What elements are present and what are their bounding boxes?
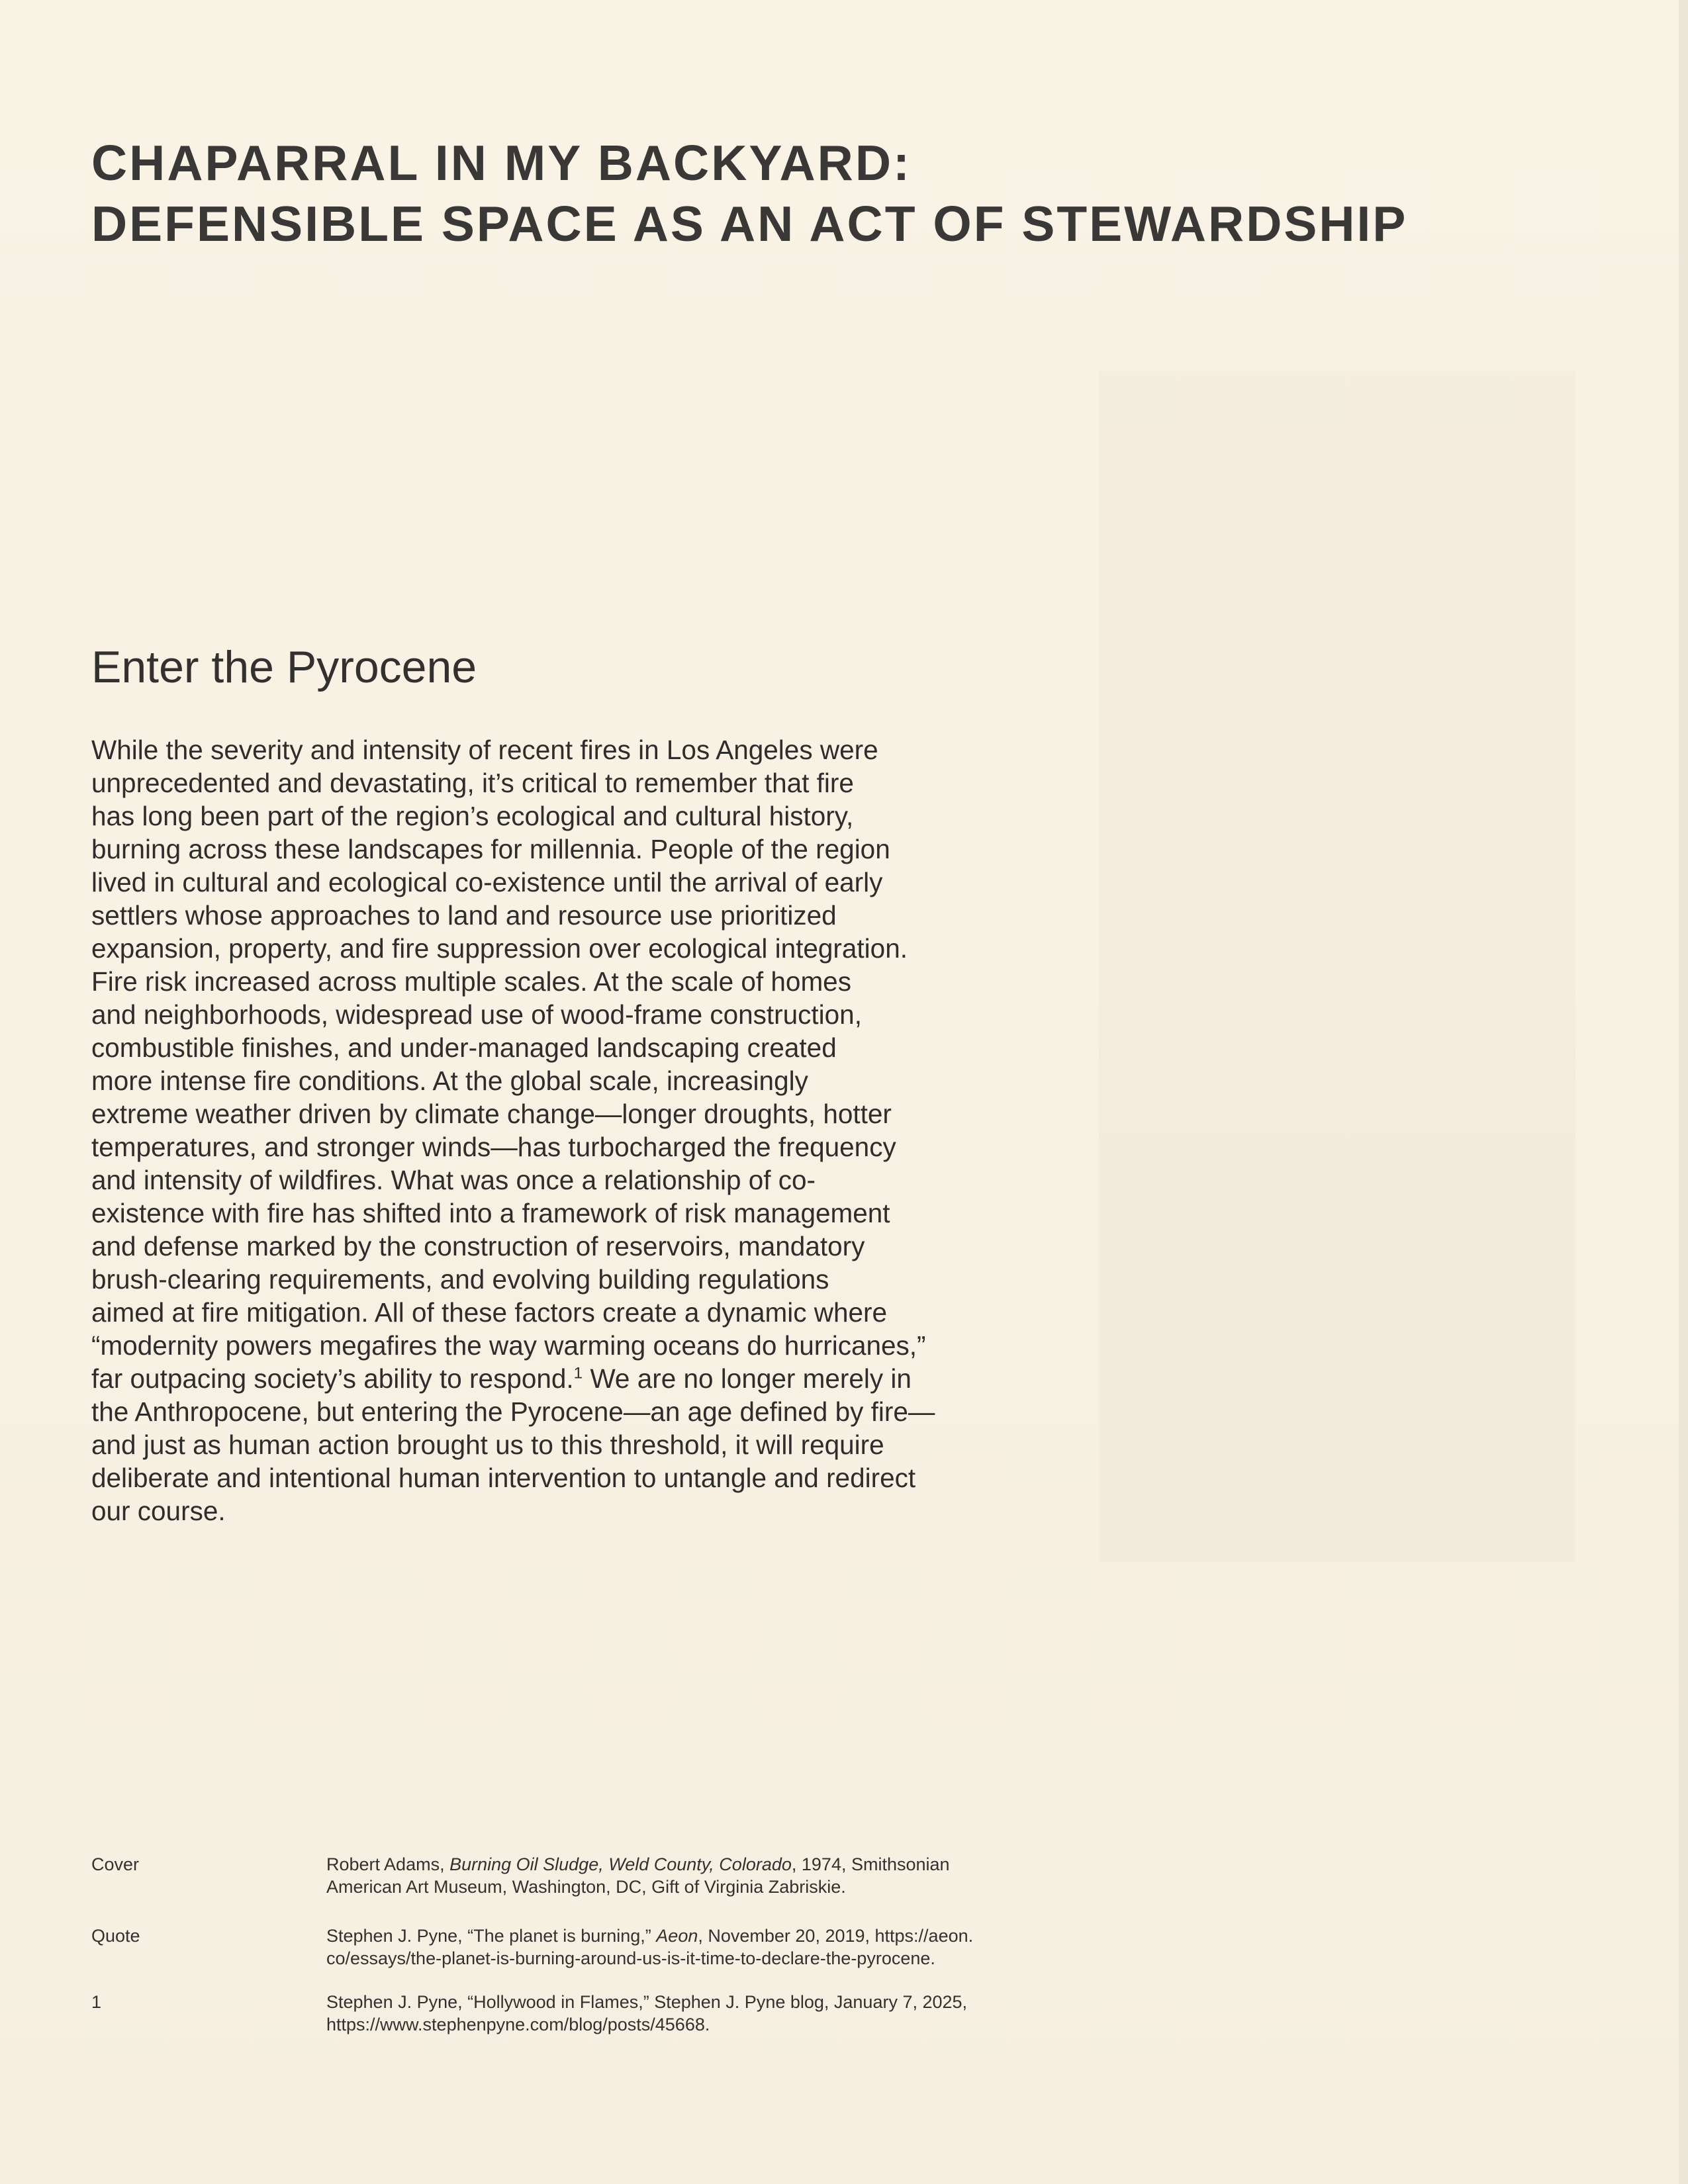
- footnote-reference[interactable]: 1: [573, 1364, 583, 1383]
- note-text-segment: , 1974, Smithsonian: [791, 1854, 950, 1874]
- body-line: combustible finishes, and under-managed landscaping created: [91, 1032, 837, 1063]
- body-line: and just as human action brought us to this threshold, it will require: [91, 1430, 884, 1460]
- bleed-through-block: [1099, 371, 1575, 1562]
- note-line: [326, 1853, 1154, 1876]
- body-line: “modernity powers megafires the way warming oceans do hurricanes,”: [91, 1330, 926, 1361]
- body-line: extreme weather driven by climate change—longer droughts, hotter: [91, 1099, 892, 1129]
- note-label: Quote: [91, 1926, 140, 1946]
- body-line: and neighborhoods, widespread use of wood-frame construction,: [91, 999, 862, 1030]
- body-line: has long been part of the region’s ecological and cultural history,: [91, 801, 854, 831]
- note-text-segment: Stephen J. Pyne, “The planet is burning,”: [326, 1926, 657, 1946]
- body-line: lived in cultural and ecological co-existence until the arrival of early: [91, 867, 883, 897]
- note-line: [326, 1925, 1154, 1947]
- title-line-1: CHAPARRAL IN MY BACKYARD:: [91, 135, 912, 191]
- note-text: [326, 1925, 1154, 1970]
- artwork-title: Burning Oil Sludge, Weld County, Colorado: [449, 1854, 792, 1874]
- note-text-segment: Robert Adams,: [326, 1854, 450, 1874]
- body-line: and intensity of wildfires. What was once a relationship of co-: [91, 1165, 816, 1195]
- body-line-with-footnote: [91, 1362, 1111, 1395]
- section-heading: Enter the Pyrocene: [91, 642, 477, 692]
- body-paragraph: [91, 733, 1111, 1527]
- body-line: aimed at fire mitigation. All of these factors create a dynamic where: [91, 1297, 888, 1328]
- body-line: burning across these landscapes for millennia. People of the region: [91, 834, 890, 864]
- body-line: deliberate and intentional human intervention to untangle and redirect: [91, 1463, 916, 1493]
- note-label: Cover: [91, 1854, 140, 1874]
- body-line: the Anthropocene, but entering the Pyrocene—an age defined by fire—: [91, 1396, 935, 1427]
- note-text: [326, 1853, 1154, 1898]
- note-text: [326, 1991, 1154, 2036]
- body-line-text: far outpacing society’s ability to respond.: [91, 1363, 574, 1394]
- note-line: American Art Museum, Washington, DC, Gift of Virginia Zabriskie.: [326, 1877, 846, 1897]
- body-line: While the severity and intensity of recent fires in Los Angeles were: [91, 735, 878, 765]
- body-line-text: We are no longer merely in: [583, 1363, 912, 1394]
- body-line: and defense marked by the construction of reservoirs, mandatory: [91, 1231, 865, 1261]
- body-line: Fire risk increased across multiple scales. At the scale of homes: [91, 966, 851, 997]
- publication-title: Aeon: [656, 1926, 698, 1946]
- note-line: Stephen J. Pyne, “Hollywood in Flames,” Stephen J. Pyne blog, January 7, 2025,: [326, 1992, 968, 2012]
- note-label: 1: [91, 1992, 102, 2012]
- title-line-2: DEFENSIBLE SPACE AS AN ACT OF STEWARDSHIP: [91, 196, 1408, 251]
- note-link[interactable]: https://www.stephenpyne.com/blog/posts/45668.: [326, 2015, 710, 2034]
- body-line: temperatures, and stronger winds—has turbocharged the frequency: [91, 1132, 896, 1162]
- body-line: brush-clearing requirements, and evolving building regulations: [91, 1264, 829, 1295]
- body-line: existence with fire has shifted into a framework of risk management: [91, 1198, 890, 1228]
- note-link[interactable]: co/essays/the-planet-is-burning-around-us-is-it-time-to-declare-the-pyrocene.: [326, 1948, 935, 1968]
- body-line: our course.: [91, 1496, 226, 1526]
- note-text-segment: , November 20, 2019, https://aeon.: [698, 1926, 974, 1946]
- body-line: more intense fire conditions. At the global scale, increasingly: [91, 1066, 808, 1096]
- document-title: [91, 132, 1407, 254]
- body-line: expansion, property, and fire suppression over ecological integration.: [91, 933, 908, 964]
- page-edge: [1679, 0, 1688, 2184]
- body-line: unprecedented and devastating, it’s critical to remember that fire: [91, 768, 854, 798]
- body-line: settlers whose approaches to land and resource use prioritized: [91, 900, 837, 931]
